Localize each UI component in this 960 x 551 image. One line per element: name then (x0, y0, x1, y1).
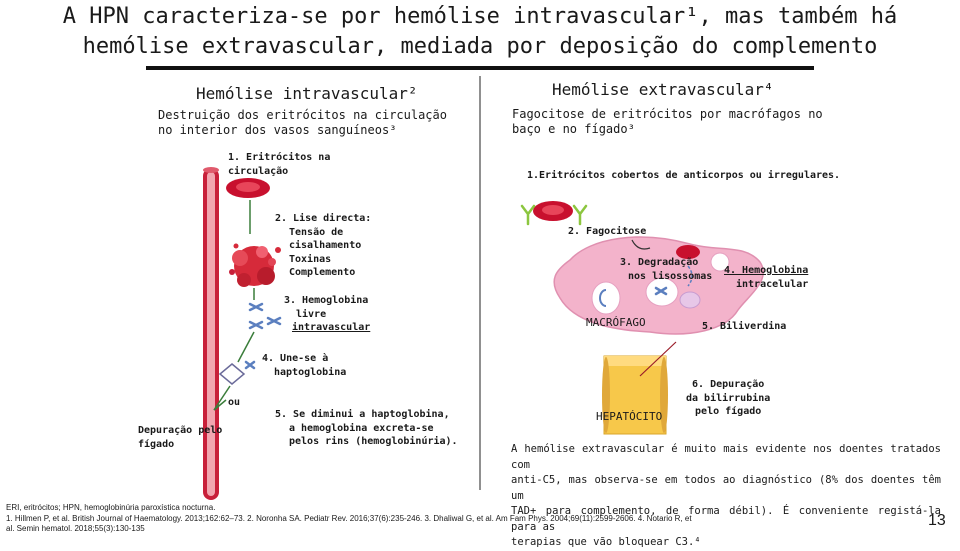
title-line-2: hemólise extravascular, mediada por deposição do complemento (82, 34, 878, 59)
step3-label (284, 294, 370, 335)
extravascular-heading: Hemólise extravascular⁴ (552, 80, 774, 99)
intracellular-line-2: intracelular (736, 278, 809, 290)
step5-line-3: pelos rins (hemoglobinúria). (289, 436, 458, 447)
phagocytosis-label: 2. Fagocitose (568, 226, 647, 237)
intravascular-description (158, 108, 458, 138)
references-line-2: al. Semin hematol. 2018;55(3):130-135 (6, 524, 145, 533)
clearance-line-2: fígado (138, 438, 175, 450)
intracellular-line-1: 4. Hemoglobina (724, 265, 809, 276)
step1-line-1: 1. Eritrócitos na (228, 152, 331, 163)
step2-line-5: Complemento (289, 267, 356, 278)
extravascular-description-line-1: Fagocitose de eritrócitos por macrófagos no (512, 107, 823, 121)
step5-line-2: a hemoglobina excreta-se (289, 422, 434, 434)
step2-line-4: Toxinas (289, 253, 332, 265)
intracellular-hemoglobin-label (724, 264, 808, 291)
note-line-2: anti-C5, mas observa-se em todos ao diagnóstico (8% dos doentes têm um (511, 474, 941, 502)
bilirubin-line-3: pelo fígado (695, 406, 762, 417)
step2-line-3: cisalhamento (289, 240, 362, 251)
step2-line-2: Tensão de (289, 226, 344, 238)
page-number: 13 (928, 512, 946, 529)
note-line-4: terapias que vão bloquear C3.⁴ (511, 536, 701, 548)
step2-label (275, 212, 371, 280)
step1-line-2: circulação (228, 165, 289, 177)
haptoglobin-complex-icon (220, 362, 254, 384)
intravascular-heading: Hemólise intravascular² (196, 84, 418, 103)
step5-label (275, 408, 458, 449)
intravascular-description-line-2: no interior dos vasos sanguíneos³ (158, 123, 397, 137)
step4-line-2: haptoglobina (274, 366, 347, 378)
degradation-line-2: nos lisossomas (628, 270, 713, 282)
abbreviations: ERI, eritrócitos; HPN, hemoglobinúria paroxística nocturna. (6, 503, 216, 512)
extravascular-description-line-2: baço e no fígado³ (512, 122, 635, 136)
degradation-line-1: 3. Degradação (620, 257, 699, 268)
antibody-icon-2 (574, 206, 586, 224)
step4-line-1: 4. Une-se à (262, 353, 329, 364)
clearance-line-1: Depuração pelo (138, 425, 223, 436)
lysed-cell-icon (229, 244, 281, 288)
step4-label (262, 352, 346, 379)
extravascular-description (512, 107, 832, 137)
antibody-coated-rbc-icon (533, 201, 573, 221)
footer-references (6, 503, 906, 535)
bilirubin-clearance-label (686, 378, 770, 419)
hepatocyte-label: HEPATÓCITO (596, 410, 663, 423)
step2-line-1: 2. Lise directa: (275, 213, 372, 224)
step3-line-2: livre (296, 308, 327, 320)
bilirubin-line-2: da bilirrubina (686, 392, 771, 404)
liver-clearance-label (138, 424, 222, 451)
lysosome-degradation-label (620, 256, 712, 283)
title-line-1: A HPN caracteriza-se por hemólise intravascular¹, mas também há (62, 4, 898, 29)
or-label: ou (228, 397, 241, 408)
bilirubin-line-1: 6. Depuração (692, 379, 765, 390)
note-line-1: A hemólise extravascular é muito mais evidente nos doentes tratados com (511, 443, 941, 471)
step5-line-1: 5. Se diminui a haptoglobina, (275, 409, 450, 420)
hemoglobin-molecules (250, 304, 280, 328)
intravascular-description-line-1: Destruição dos eritrócitos na circulação (158, 108, 447, 122)
step3-line-3: intravascular (292, 322, 371, 333)
red-blood-cell-icon (226, 178, 270, 198)
rbc-coated-label: 1.Eritrócitos cobertos de anticorpos ou irregulares. (527, 170, 841, 181)
step1-label (228, 151, 330, 178)
note-line-3: TAD+ para complemento, de forma débil). É conveniente registá-la para as (511, 505, 941, 533)
biliverdin-label: 5. Biliverdina (702, 321, 787, 332)
references-line-1: 1. Hillmen P, et al. British Journal of Haematology. 2013;162:62–73. 2. Noronha SA. Pediatr Rev. 2016;37(6):235-246. 3. Dhaliwal G, et al. Am Fam Phys. 2004;69(11):2599-2606. 4. Notario R, et (6, 513, 692, 523)
macrophage-label: MACRÓFAGO (586, 316, 646, 329)
step3-line-1: 3. Hemoglobina (284, 295, 369, 306)
antibody-icon (522, 206, 534, 224)
